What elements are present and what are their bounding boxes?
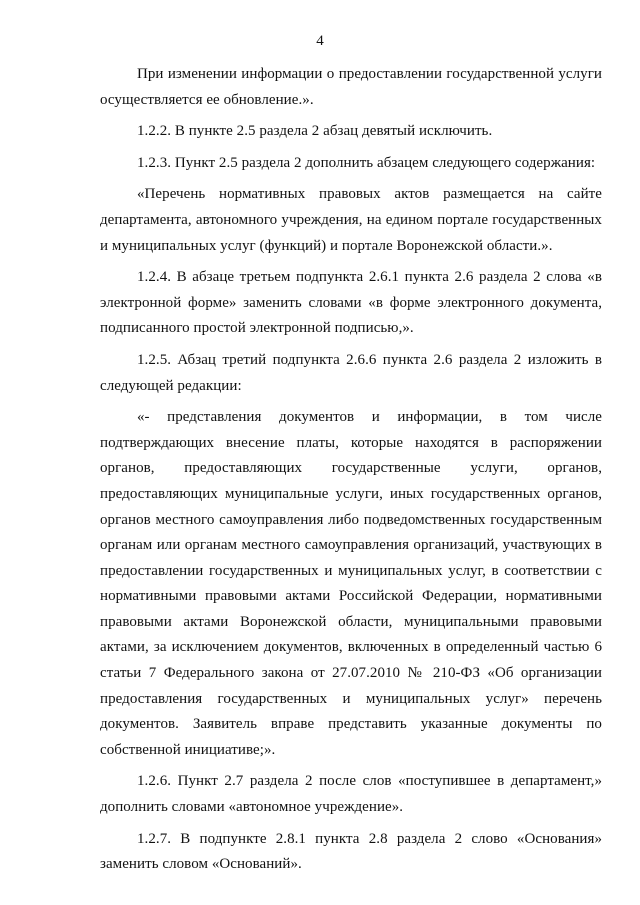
paragraph-1-2-7: 1.2.7. В подпункте 2.8.1 пункта 2.8 раздела 2 слово «Основания» заменить словом «Оснований». xyxy=(100,830,602,873)
paragraph-documents-submission: «- представления документов и информации, в том числе подтверждающих внесение платы, которые находятся в распоряжении органов, предоставляющих государственные услуги, органов, предоставляющих муниципальные услуги, иных государственных органов, органов местного самоуправления либо подведомственных государственным органам или органам местного самоуправления организаций, участвующих в предоставлении государственных и муниципальных услуг, в соответствии с нормативными правовыми актами Российской Федерации, нормативными правовыми актами Воронежской области, муниципальными правовыми актами, за исключением документов, включенных в определенный частью 6 статьи 7 Федерального закона от 27.07.2010 № 210-ФЗ «Об организации предоставления государственных и муниципальных услуг» перечень документов. Заявитель вправе представить указанные документы по собственной инициативе;». xyxy=(100,409,602,758)
paragraph-info-update: При изменении информации о предоставлении государственной услуги осуществляется ее обновление.». xyxy=(100,66,602,108)
paragraph-1-2-6: 1.2.6. Пункт 2.7 раздела 2 после слов «поступившее в департамент,» дополнить словами «автономное учреждение». xyxy=(100,773,602,816)
paragraph-1-2-5: 1.2.5. Абзац третий подпункта 2.6.6 пункта 2.6 раздела 2 изложить в следующей редакции: xyxy=(100,351,602,394)
paragraph-1-2-3: 1.2.3. Пункт 2.5 раздела 2 дополнить абзацем следующего содержания: xyxy=(137,154,596,171)
page-number: 4 xyxy=(316,33,324,49)
document-body xyxy=(100,62,602,878)
paragraph-1-2-4: 1.2.4. В абзаце третьем подпункта 2.6.1 пункта 2.6 раздела 2 слова «в электронной форме» заменить словами «в форме электронного документа, подписанного простой электронной подписью,». xyxy=(100,269,602,337)
paragraph-regulations-list: «Перечень нормативных правовых актов размещается на сайте департамента, автономного учреждения, на едином портале государственных и муниципальных услуг (функций) и портале Воронежской области.». xyxy=(100,186,602,254)
paragraph-1-2-2: 1.2.2. В пункте 2.5 раздела 2 абзац девятый исключить. xyxy=(137,123,493,140)
